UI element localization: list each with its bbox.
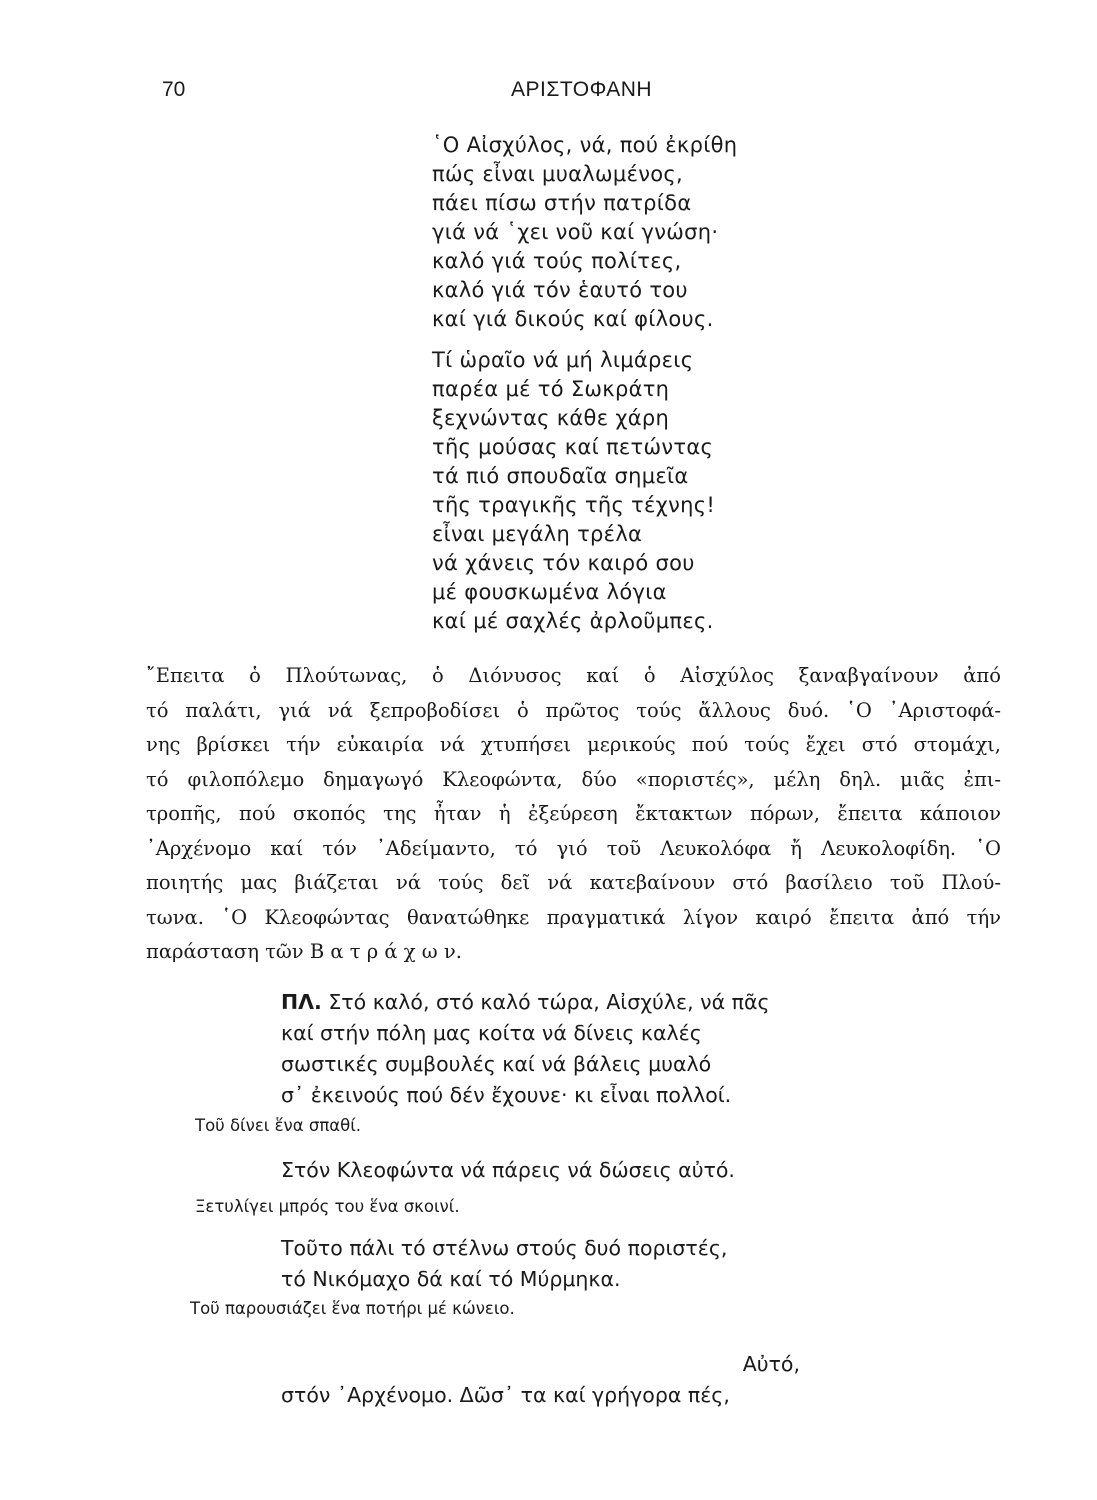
verse-line: τά πιό σπουδαῖα σημεῖα	[432, 464, 689, 488]
pluto-speech	[281, 987, 770, 1111]
verse-line: Τί ὡραῖο νά μή λιμάρεις	[432, 348, 694, 372]
verse-line: τῆς μούσας καί πετώντας	[432, 435, 714, 459]
prose-line: τροπῆς, πού σκοπός της ἦταν ἡ ἐξεύρεση ἔκτακτων πόρων, ἔπειτα κάποιον	[146, 802, 1001, 825]
verse-line: ξεχνώντας κάθε χάρη	[432, 406, 670, 430]
stage-direction-rope: Ξετυλίγει μπρός του ἕνα σκοινί.	[195, 1197, 460, 1216]
verse-line: παρέα μέ τό Σωκράτη	[432, 377, 670, 401]
verse-line: ῾Ο Αἰσχύλος, νά, πού ἐκρίθη	[432, 133, 738, 157]
speech-line-kleophon: Στόν Κλεοφώντα νά πάρεις νά δώσεις αὐτό.	[281, 1158, 735, 1182]
speaker-label: ΠΛ.	[281, 990, 322, 1014]
speech-line: σωστικές συμβουλές καί νά βάλεις μυαλό	[281, 1052, 712, 1076]
page-number: 70	[162, 78, 186, 101]
prose-line: παράσταση τῶν Β α τ ρ ά χ ω ν.	[146, 940, 462, 963]
speech-poristes	[281, 1233, 727, 1295]
prose-line: τό φιλοπόλεμο δημαγωγό Κλεοφώντα, δύο «ποριστές», μέλη δηλ. μιᾶς ἐπι-	[146, 767, 1001, 791]
commentary-paragraph	[146, 659, 1001, 970]
speech-line-text: Στό καλό, στό καλό τώρα, Αἰσχύλε, νά πᾶς	[328, 990, 770, 1014]
prose-line: τό παλάτι, γιά νά ξεπροβοδίσει ὁ πρῶτος τούς ἄλλους δυό. ῾Ο ᾽Αριστοφά-	[146, 698, 1001, 722]
speech-line: στόν ᾽Αρχένομο. Δῶσ᾽ τα καί γρήγορα πές,	[281, 1383, 730, 1407]
prose-line: νης βρίσκει τήν εὐκαιρία νά χτυπήσει μερικούς πού τούς ἔχει στό στομάχι,	[146, 733, 1001, 756]
verse-line: καί γιά δικούς καί φίλους.	[432, 307, 714, 331]
prose-line: τωνα. ῾Ο Κλεοφώντας θανατώθηκε πραγματικά λίγον καιρό ἔπειτα ἀπό τήν	[146, 905, 1001, 929]
speech-line: Αὐτό,	[742, 1352, 800, 1376]
chorus-stanza-1	[432, 131, 737, 334]
speech-line: τό Νικόμαχο δά καί τό Μύρμηκα.	[281, 1267, 621, 1291]
verse-line: καί μέ σαχλές ἀρλοῦμπες.	[432, 609, 714, 633]
verse-line: πάει πίσω στήν πατρίδα	[432, 191, 692, 215]
stage-direction-hemlock: Τοῦ παρουσιάζει ἕνα ποτήρι μέ κώνειο.	[190, 1299, 515, 1318]
stage-direction-sword: Τοῦ δίνει ἕνα σπαθί.	[195, 1116, 362, 1135]
speech-archenomos	[281, 1349, 802, 1411]
prose-line: ᾽Αρχένομο καί τόν ᾽Αδείμαντο, τό γιό τοῦ Λευκολόφα ἤ Λευκολοφίδη. ῾Ο	[146, 836, 1001, 860]
verse-line: πώς εἶναι μυαλωμένος,	[432, 162, 683, 186]
verse-line: νά χάνεις τόν καιρό σου	[432, 551, 695, 575]
chorus-stanza-2	[432, 346, 715, 636]
speech-first-line	[281, 987, 770, 1018]
running-title: ΑΡΙΣΤΟΦΑΝΗ	[511, 78, 653, 101]
verse-line: καλό γιά τούς πολίτες,	[432, 249, 682, 273]
verse-line: εἶναι μεγάλη τρέλα	[432, 522, 643, 546]
speech-line: καί στήν πόλη μας κοίτα νά δίνεις καλές	[281, 1021, 702, 1045]
page-header	[162, 78, 862, 108]
speech-line: σ᾽ ἐκεινούς πού δέν ἔχουνε· κι εἶναι πολλοί.	[281, 1083, 732, 1107]
verse-line: καλό γιά τόν ἑαυτό του	[432, 278, 688, 302]
prose-line: ποιητής μας βιάζεται νά τούς δεῖ νά κατεβαίνουν στό βασίλειο τοῦ Πλού-	[146, 871, 1001, 894]
prose-line: ῎Επειτα ὁ Πλούτωνας, ὁ Διόνυσος καί ὁ Αἰσχύλος ξαναβγαίνουν ἀπό	[146, 664, 1001, 687]
verse-line: τῆς τραγικῆς τῆς τέχνης!	[432, 493, 716, 517]
speech-line: Τοῦτο πάλι τό στέλνω στούς δυό ποριστές,	[281, 1236, 728, 1260]
verse-line: γιά νά ῾χει νοῦ καί γνώση·	[432, 220, 719, 244]
verse-line: μέ φουσκωμένα λόγια	[432, 580, 667, 604]
